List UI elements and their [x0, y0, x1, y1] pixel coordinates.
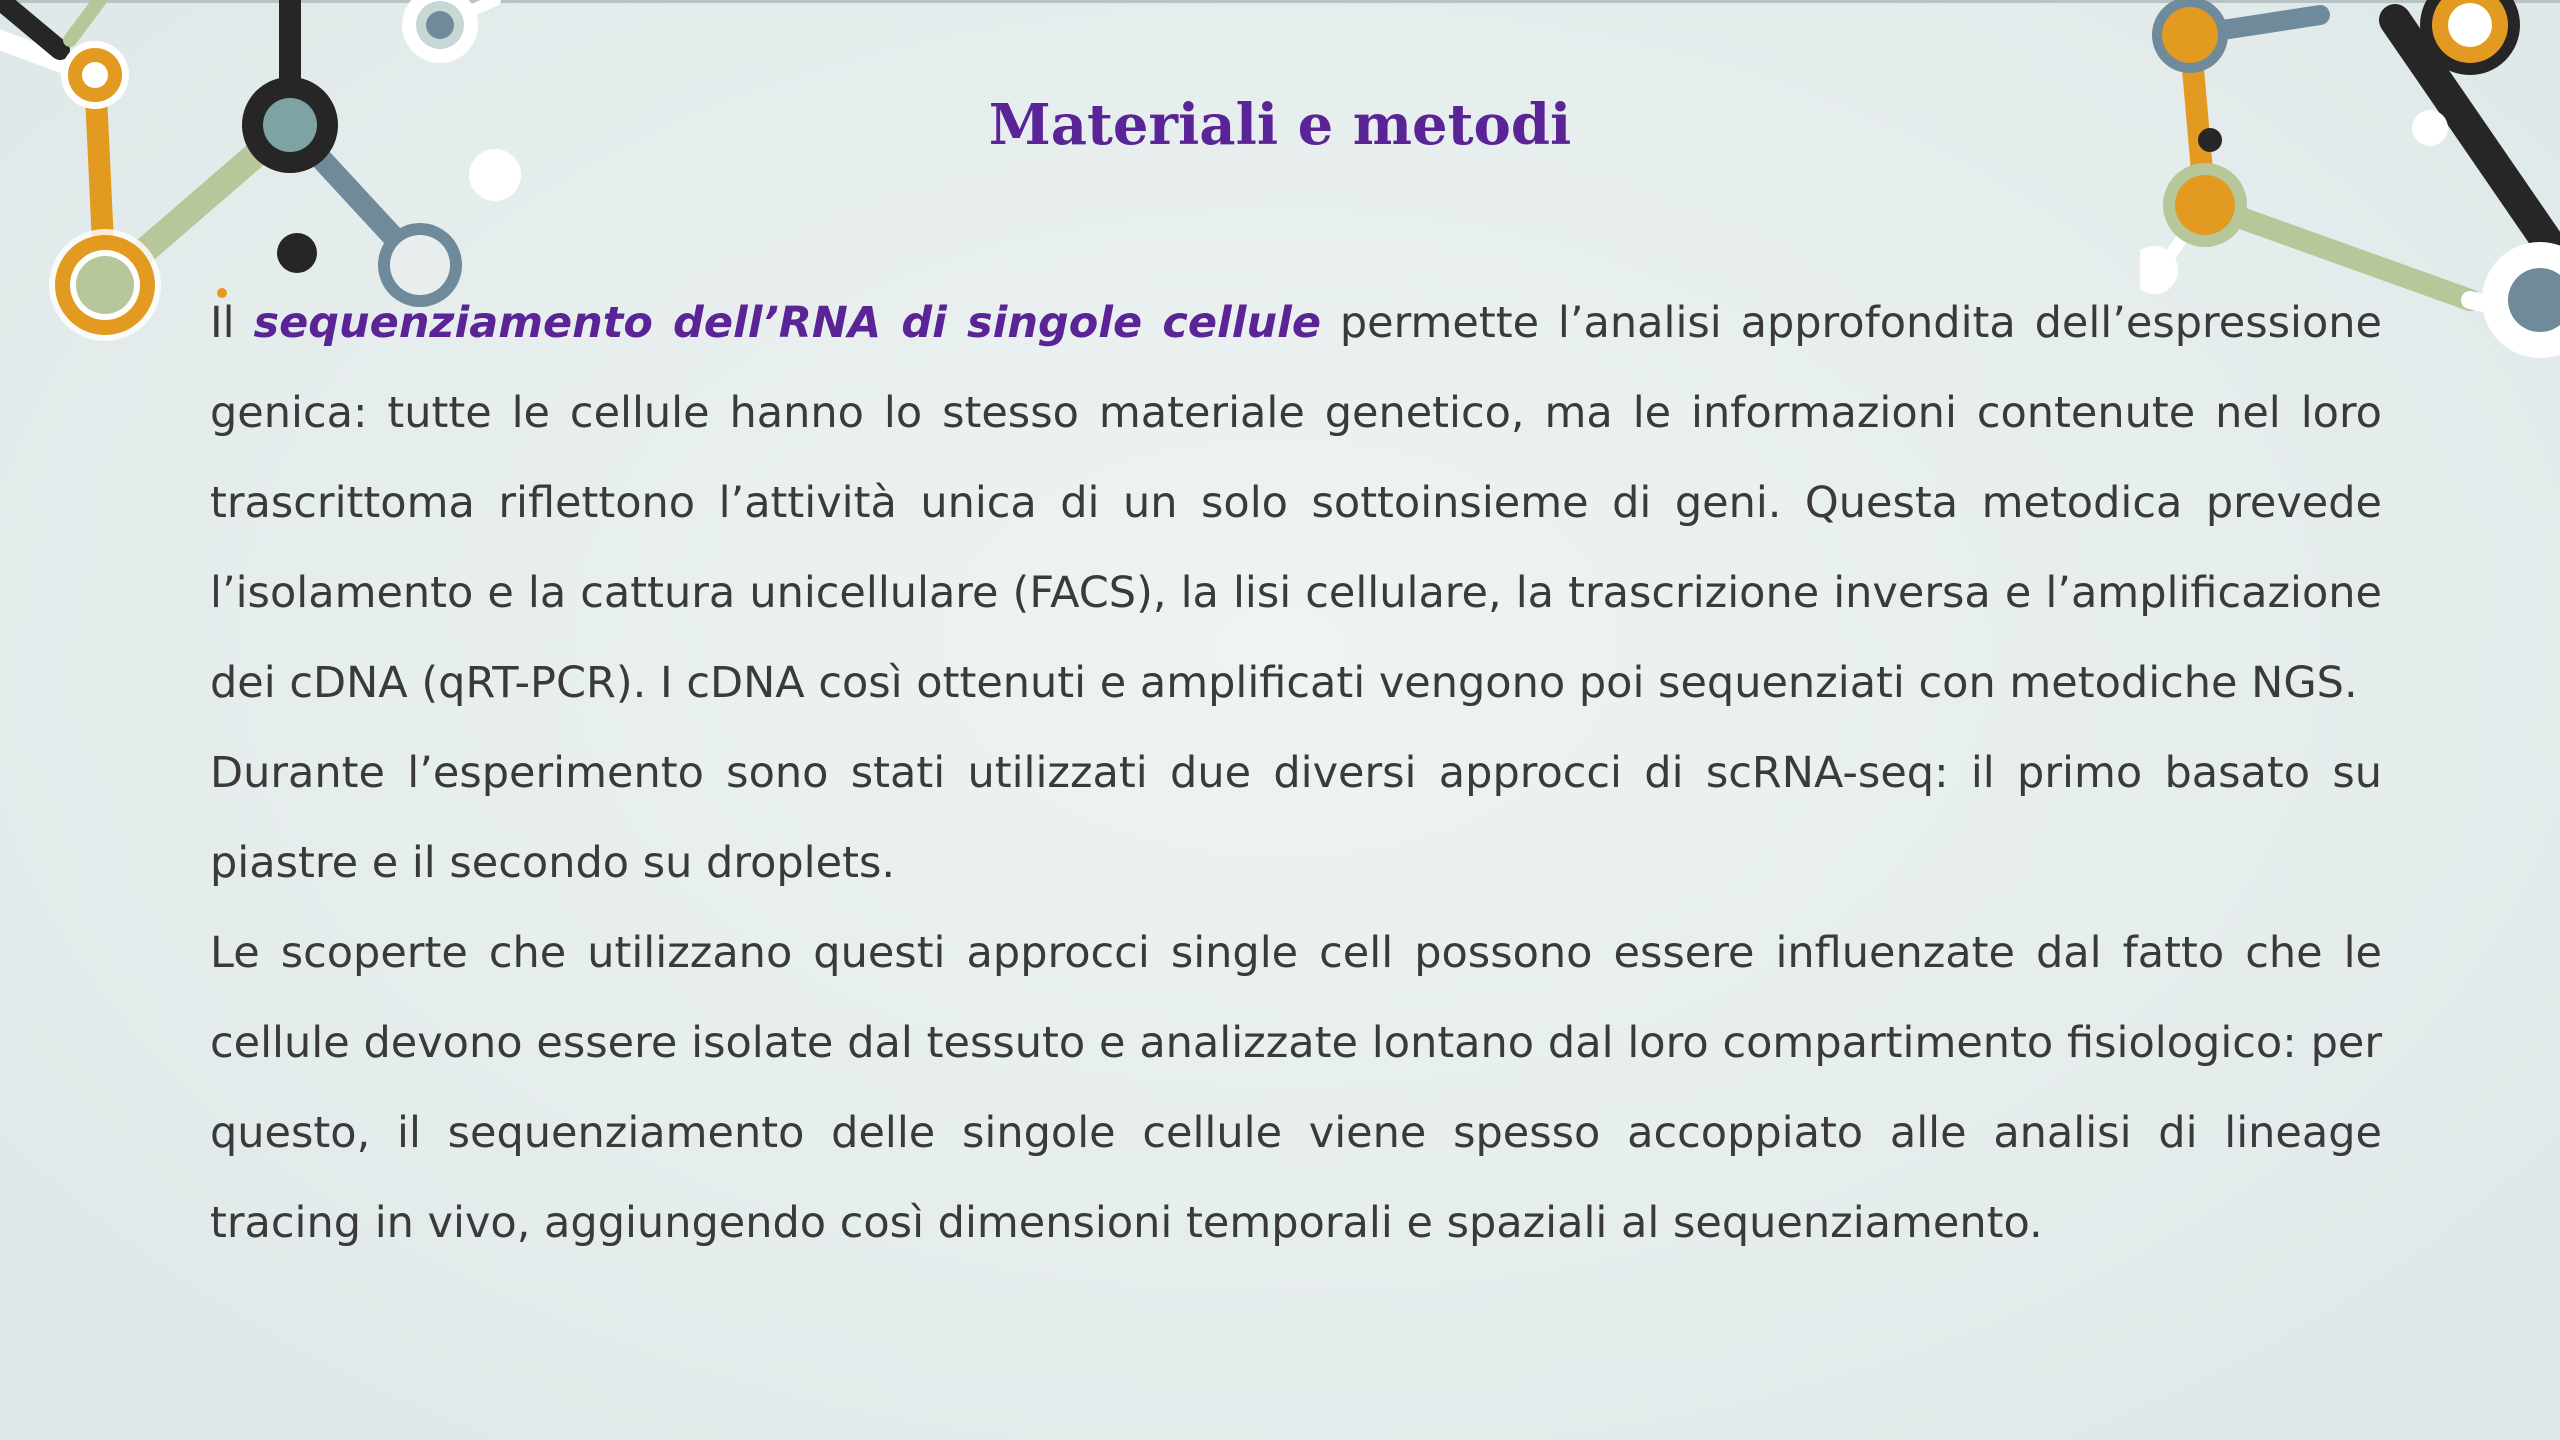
highlighted-term: sequenziamento dell’RNA di singole cellule	[253, 298, 1322, 348]
paragraph-text: Durante l’esperimento sono stati utilizzati due diversi approcci di scRNA-seq: il primo basato su piastre e il secondo su droplets.	[210, 748, 2382, 888]
paragraph-scrna-intro	[210, 278, 2382, 728]
paragraph-lineage-tracing	[210, 908, 2382, 1268]
paragraph-lead: Il	[210, 298, 254, 348]
slide-title: Materiali e metodi	[988, 92, 1572, 158]
slide-body	[210, 278, 2382, 1268]
paragraph-text: Le scoperte che utilizzano questi approcci single cell possono essere influenzate dal fatto che le cellule devono essere isolate dal tessuto e analizzate lontano dal loro compartimento fisiologico: per questo, il sequenziamento delle singole cellule viene spesso accoppiato alle analisi di lineage tracing in vivo, aggiungendo così dimensioni temporali e spaziali al sequenziamento.	[210, 928, 2382, 1248]
paragraph-text: permette l’analisi approfondita dell’espressione genica: tutte le cellule hanno lo stesso materiale genetico, ma le informazioni contenute nel loro trascrittoma riflettono l’attività unica di un solo sottoinsieme di geni. Questa metodica prevede l’isolamento e la cattura unicellulare (FACS), la lisi cellulare, la trascrizione inversa e l’amplificazione dei cDNA (qRT-PCR). I cDNA così ottenuti e amplificati vengono poi sequenziati con metodiche NGS.	[210, 298, 2383, 708]
paragraph-approaches	[210, 728, 2382, 908]
